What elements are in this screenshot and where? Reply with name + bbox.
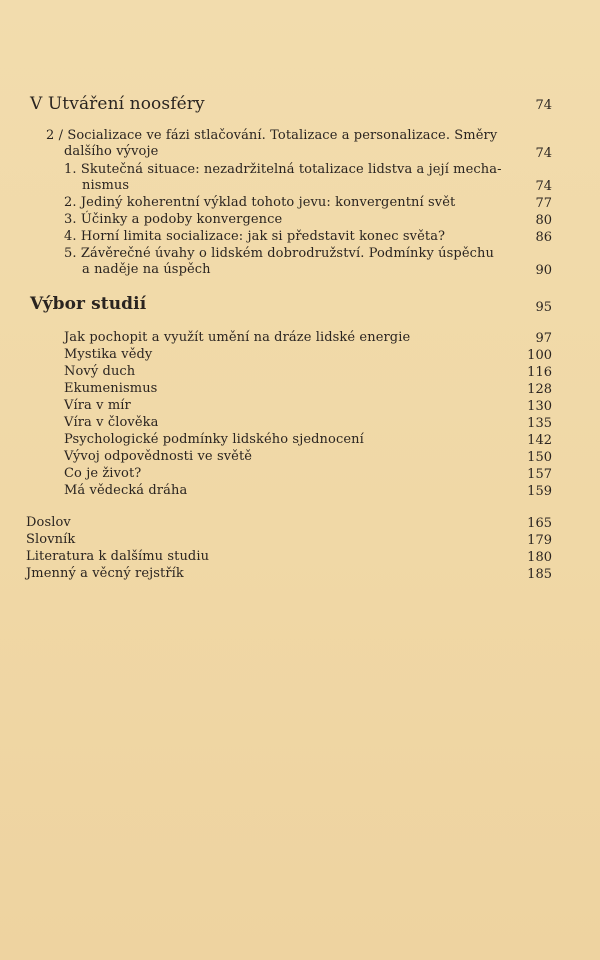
toc-entry-line: 3. Účinky a podoby konvergence	[64, 212, 283, 227]
toc-entry-line: dalšího vývoje	[64, 144, 159, 159]
backmatter-page: 185	[527, 567, 552, 582]
section-heading: V Utváření noosféry	[30, 94, 205, 114]
toc-entry-page: 86	[535, 230, 552, 245]
toc-entry-page: 135	[527, 416, 552, 431]
toc-entry-line: a naděje na úspěch	[82, 262, 211, 277]
toc-entry-page: 130	[527, 399, 552, 414]
backmatter-entry: Doslov	[26, 515, 71, 530]
backmatter-entry: Slovník	[26, 532, 76, 547]
toc-entry-line: Má vědecká dráha	[64, 483, 188, 498]
section-heading: Výbor studií	[30, 294, 147, 314]
toc-entry-page: 159	[527, 484, 552, 499]
toc-entry-page: 128	[527, 382, 552, 397]
toc-entry-line: Nový duch	[64, 364, 136, 379]
toc-entry-page: 157	[527, 467, 552, 482]
backmatter-page: 180	[527, 550, 552, 565]
toc-entry-page: 80	[535, 213, 552, 228]
toc-entry-page: 97	[535, 331, 552, 346]
toc-entry-line: Co je život?	[64, 466, 142, 481]
backmatter-entry: Literatura k dalšímu studiu	[26, 549, 210, 564]
toc-entry-page: 100	[527, 348, 552, 363]
section-page-number: 74	[535, 98, 552, 113]
toc-entry-page: 116	[527, 365, 552, 380]
toc-entry-line: 2. Jediný koherentní výklad tohoto jevu: konvergentní svět	[64, 195, 456, 210]
toc-entry-line: Víra v člověka	[64, 415, 159, 430]
toc-entry-line: Psychologické podmínky lidského sjednocení	[64, 432, 364, 447]
toc-entry-page: 74	[535, 146, 552, 161]
toc-entry-line: 2 / Socializace ve fázi stlačování. Totalizace a personalizace. Směry	[46, 128, 498, 143]
toc-entry-page: 150	[527, 450, 552, 465]
toc-entry-line: Mystika vědy	[64, 347, 153, 362]
toc-entry-page: 142	[527, 433, 552, 448]
toc-entry-line: 4. Horní limita socializace: jak si představit konec světa?	[64, 229, 446, 244]
backmatter-page: 179	[527, 533, 552, 548]
toc-entry-line: nismus	[82, 178, 130, 193]
toc-entry-line: 5. Závěrečné úvahy o lidském dobrodružství. Podmínky úspěchu	[64, 246, 494, 261]
toc-entry-line: Vývoj odpovědnosti ve světě	[64, 449, 253, 464]
toc-entry-line: 1. Skutečná situace: nezadržitelná totalizace lidstva a její mecha-	[64, 162, 502, 177]
toc-entry-page: 90	[535, 263, 552, 278]
toc-entry-line: Jak pochopit a využít umění na dráze lidské energie	[64, 330, 411, 345]
toc-entry-line: Víra v mír	[64, 398, 131, 413]
backmatter-page: 165	[527, 516, 552, 531]
toc-entry-page: 74	[535, 179, 552, 194]
section-page-number: 95	[535, 300, 552, 315]
backmatter-entry: Jmenný a věcný rejstřík	[26, 566, 184, 581]
toc-entry-page: 77	[535, 196, 552, 211]
toc-entry-line: Ekumenismus	[64, 381, 158, 396]
